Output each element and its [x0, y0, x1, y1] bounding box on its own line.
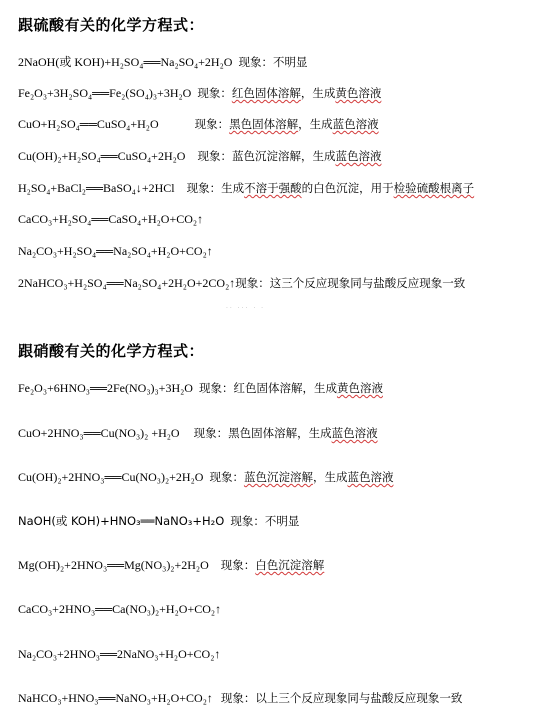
equation-formula: Fe₂O₃+3H₂SO₄══Fe₂(SO₄)₃+3H₂O	[18, 86, 192, 100]
phenomenon-text	[221, 181, 474, 195]
equation-formula: CaCO₃+2HNO₃══Ca(NO₃)₂+H₂O+CO₂↑	[18, 602, 222, 616]
phrase: 以上三个反应现象同与盐酸反应现象一致	[255, 691, 463, 705]
underlined-phrase: 红色固体溶解	[231, 86, 301, 100]
equation-formula: CaCO₃+H₂SO₄══CaSO₄+H₂O+CO₂↑	[18, 212, 204, 226]
equation-line	[18, 557, 324, 573]
equation-formula: 2NaHCO₃+H₂SO₄══Na₂SO₄+2H₂O+2CO₂↑	[18, 276, 236, 290]
equation-line	[18, 180, 474, 196]
underlined-phrase: 黄色溶液	[336, 381, 383, 395]
phenomenon-label: 现象：	[235, 276, 270, 290]
equation-line	[18, 148, 381, 164]
phenomenon-text	[228, 426, 378, 440]
equation-line	[18, 469, 393, 485]
phenomenon-text	[229, 117, 379, 131]
phenomenon-text	[265, 514, 300, 528]
equation-line	[18, 243, 213, 259]
equation-formula: CuO+H₂SO₄══CuSO₄+H₂O	[18, 117, 159, 131]
phenomenon-label: 现象：	[230, 514, 265, 528]
equation-line	[18, 380, 383, 396]
phrase: 红色固体溶解，生成	[233, 381, 337, 395]
phenomenon-label: 现象：	[197, 149, 232, 163]
phenomenon-text	[255, 558, 324, 572]
equation-line	[18, 646, 220, 662]
equation-formula: Mg(OH)₂+2HNO₃══Mg(NO₃)₂+2H₂O	[18, 558, 209, 572]
phrase: 蓝色沉淀溶解，生成	[231, 149, 336, 163]
phenomenon-label: 现象：	[194, 117, 230, 131]
phrase: 这三个反应现象同与盐酸反应现象一致	[269, 276, 466, 290]
phrase: 黑色固体溶解，生成	[228, 426, 332, 440]
phenomenon-text	[233, 381, 383, 395]
equation-formula: Cu(OH)₂+H₂SO₄══CuSO₄+2H₂O	[18, 149, 186, 163]
equation-line	[18, 85, 381, 101]
equation-line	[18, 690, 462, 706]
phenomenon-text	[273, 55, 308, 69]
phenomenon-text	[232, 86, 382, 100]
phrase: 不明显	[272, 55, 308, 69]
phrase: ，生成	[300, 86, 336, 100]
phenomenon-label: 现象：	[238, 55, 273, 69]
phenomenon-label: 现象：	[220, 558, 256, 572]
phrase: ，生成	[298, 117, 333, 131]
phenomenon-label: 现象：	[197, 86, 232, 100]
phrase: 生成	[221, 181, 245, 195]
underlined-phrase: 蓝色溶液	[335, 149, 382, 163]
phenomenon-label: 现象：	[220, 691, 256, 705]
equation-line	[18, 54, 307, 70]
phenomenon-text	[244, 470, 394, 484]
equation-formula: Cu(OH)₂+2HNO₃══Cu(NO₃)₂+2H₂O	[18, 470, 204, 484]
equation-formula: Fe₂O₃+6HNO₃══2Fe(NO₃)₃+3H₂O	[18, 381, 193, 395]
equation-line	[18, 211, 203, 227]
underlined-phrase: 不溶于强酸	[244, 181, 302, 195]
faint-artifact-marks: ·· ··· · ·	[226, 305, 266, 312]
phenomenon-label: 现象：	[193, 426, 229, 440]
equation-line	[18, 116, 379, 132]
equation-line	[18, 513, 299, 529]
phenomenon-text	[232, 149, 382, 163]
underlined-phrase: 白色沉淀溶解	[255, 558, 325, 572]
section-title-sulfuric-acid: 跟硫酸有关的化学方程式：	[18, 16, 205, 34]
phenomenon-text	[255, 691, 462, 705]
underlined-phrase: 检验硫酸根离子	[393, 181, 475, 195]
underlined-phrase: 蓝色沉淀溶解	[243, 470, 313, 484]
equation-formula: 2NaOH(或 KOH)+H₂SO₄══Na₂SO₄+2H₂O	[18, 55, 233, 69]
underlined-phrase: 黑色固体溶解	[229, 117, 299, 131]
equation-line	[18, 601, 221, 617]
equation-formula: H₂SO₄+BaCl₂══BaSO₄↓+2HCl	[18, 181, 175, 195]
phrase: 不明显	[264, 514, 300, 528]
equation-formula: Na₂CO₃+H₂SO₄══Na₂SO₄+H₂O+CO₂↑	[18, 244, 213, 258]
equation-line	[18, 425, 378, 441]
phrase: 的白色沉淀，用于	[301, 181, 394, 195]
phrase: ，生成	[312, 470, 348, 484]
underlined-phrase: 黄色溶液	[335, 86, 382, 100]
equation-formula: CuO+2HNO₃══Cu(NO₃)₂ +H₂O	[18, 426, 180, 440]
equation-formula: NaHCO₃+HNO₃══NaNO₃+H₂O+CO₂↑	[18, 691, 213, 705]
underlined-phrase: 蓝色溶液	[332, 117, 379, 131]
underlined-phrase: 蓝色溶液	[331, 426, 378, 440]
phenomenon-label: 现象：	[209, 470, 244, 484]
equation-formula: Na₂CO₃+2HNO₃══2NaNO₃+H₂O+CO₂↑	[18, 647, 221, 661]
underlined-phrase: 蓝色溶液	[347, 470, 394, 484]
phenomenon-label: 现象：	[186, 181, 222, 195]
phenomenon-label: 现象：	[198, 381, 234, 395]
equation-formula: NaOH(或 KOH)+HNO₃══NaNO₃+H₂O	[18, 514, 225, 528]
section-title-nitric-acid: 跟硝酸有关的化学方程式：	[18, 342, 205, 360]
phenomenon-text	[270, 276, 466, 290]
equation-line	[18, 275, 465, 291]
